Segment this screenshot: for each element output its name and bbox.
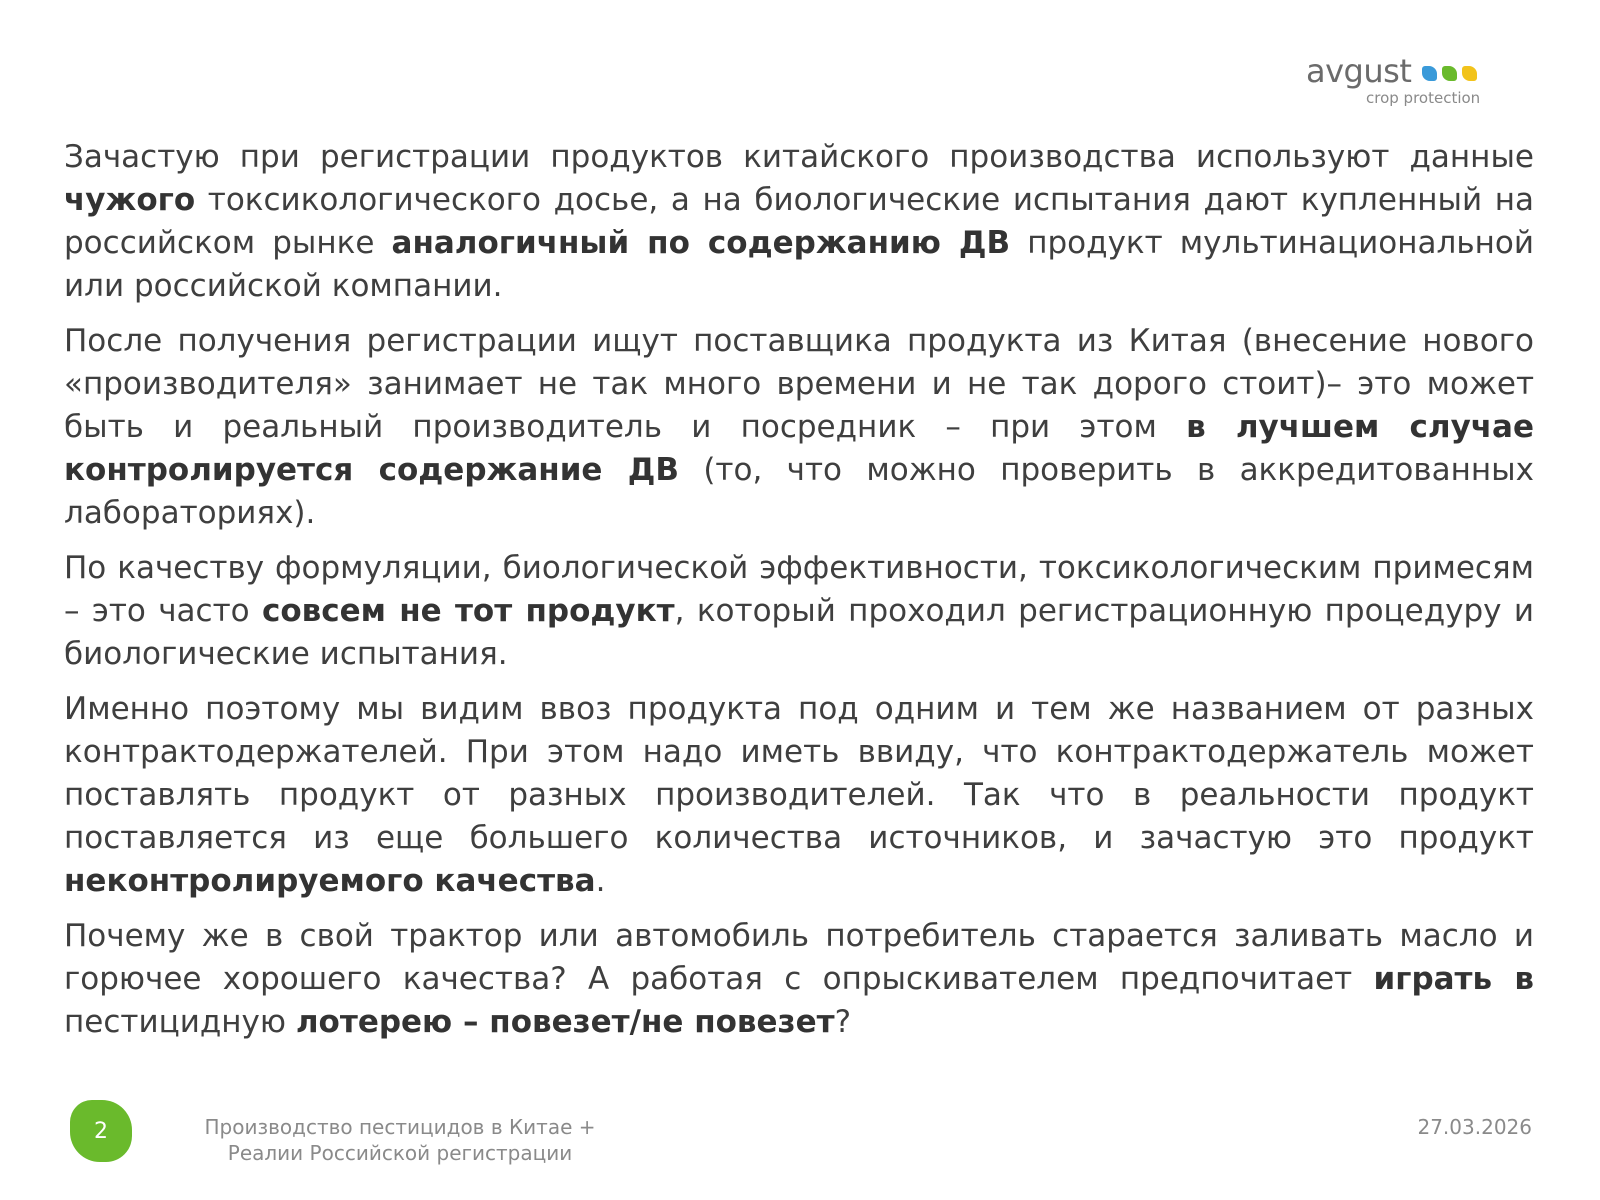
paragraph-emphasis: совсем не тот продукт [261,593,675,629]
paragraph-emphasis: лотерею – повезет/не повезет [295,1004,835,1040]
paragraph-4 [64,688,1534,903]
footer-title [190,1114,610,1166]
logo-dot-blue [1422,66,1437,81]
paragraph-text: продукт мультинациональной или российской компании. [64,225,1534,304]
paragraph-text: ? [834,1004,852,1040]
paragraph-emphasis: неконтролируемого качества [64,863,596,899]
paragraph-text: По качеству формуляции, биологической эффективности, токсикологическим примесям – это часто [64,550,1534,629]
logo-wordmark: avgust [1306,52,1412,90]
paragraph-text: Зачастую при регистрации продуктов китайского производства используют данные [64,139,1534,175]
logo-dot-yellow [1462,66,1477,81]
slide-number-badge [70,1100,132,1162]
footer-title-line-2: Реалии Российской регистрации [227,1141,573,1165]
paragraph-emphasis: аналогичный по содержанию ДВ [391,225,1011,261]
paragraph-text: , который проходил регистрационную процедуру и биологические испытания. [64,593,1535,672]
paragraph-text: Именно поэтому мы видим ввоз продукта под одним и тем же названием от разных контрактодержателей. При этом надо иметь ввиду, что контрактодержатель может поставлять продукт от разных производителей. Так что в реальности продукт поставляется из еще большего количества источников, и зачастую это продукт [64,691,1534,856]
footer-title-line-1: Производство пестицидов в Китае + [204,1115,596,1139]
paragraph-emphasis: в лучшем случае контролируется содержание ДВ [64,409,1534,488]
footer-date: 27.03.2026 [1417,1115,1532,1139]
paragraph-text: (то, что можно проверить в аккредитованных лабораториях). [64,452,1534,531]
logo-dot-green [1442,66,1457,81]
paragraph-text: . [595,863,606,899]
slide-number: 2 [94,1118,108,1144]
paragraph-emphasis: играть в [1373,961,1534,997]
paragraph-text: Почему же в свой трактор или автомобиль потребитель старается заливать масло и горючее хорошего качества? А работая с опрыскивателем предпочитает [64,918,1534,997]
slide-body [64,136,1534,1056]
paragraph-text: токсикологического досье, а на биологические испытания дают купленный на российском рынке [64,182,1534,261]
paragraph-text: После получения регистрации ищут поставщика продукта из Китая (внесение нового «производителя» занимает не так много времени и не так дорого стоит)– это может быть и реальный производитель и посредник – при этом [64,323,1534,445]
paragraph-text: пестицидную [64,1004,296,1040]
paragraph-1 [64,136,1534,308]
paragraph-3 [64,547,1534,676]
paragraph-2 [64,320,1534,535]
avgust-logo [1306,52,1496,112]
logo-dots [1422,66,1477,81]
paragraph-emphasis: чужого [64,182,196,218]
paragraph-5 [64,915,1534,1044]
logo-tagline: crop protection [1366,89,1481,107]
